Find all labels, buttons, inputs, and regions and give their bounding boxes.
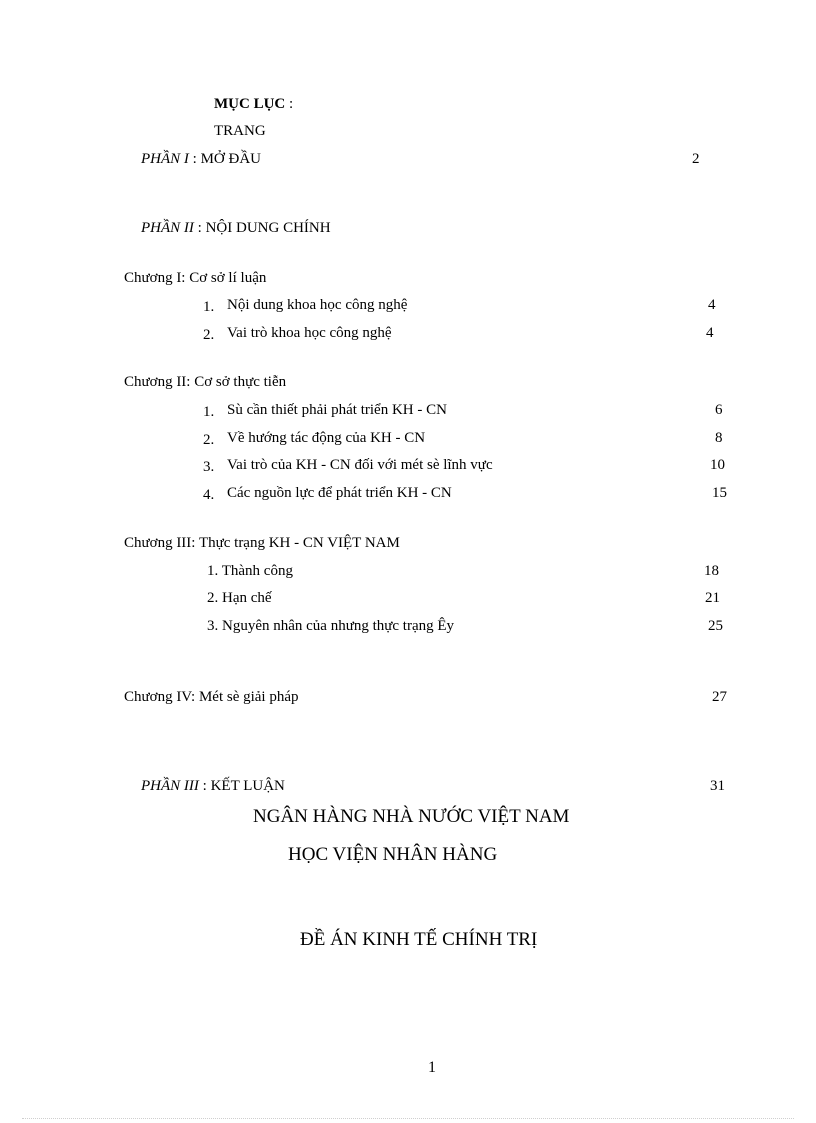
part-3-title: KẾT LUẬN [210,778,285,794]
chapter-2-title: Chương II: Cơ sở thực tiễn [124,374,287,390]
toc-part-1 [141,152,261,167]
part-1-page: 2 [692,151,700,167]
chapter-3-item-page: 25 [708,618,723,634]
chapter-1-item-num: 2. [203,327,215,343]
part-2-sep: : [193,220,206,236]
part-3-sep: : [198,778,211,794]
part-1-sep: : [188,151,201,167]
chapter-2-item-num: 3. [203,459,215,475]
part-1-title: MỞ ĐẦU [200,151,262,167]
chapter-1-item-text: Nội dung khoa học công nghệ [227,297,408,313]
toc-part-3 [141,779,285,794]
part-1-label: PHẦN I [141,151,189,167]
chapter-1-title: Chương I: Cơ sở lí luận [124,270,267,286]
toc-part-2 [141,221,331,236]
chapter-2-item-text: Sù cần thiết phải phát triển KH - CN [227,402,447,418]
chapter-3-item-text: 2. Hạn chế [207,590,272,606]
part-3-page: 31 [710,778,725,794]
chapter-1-item-page: 4 [706,325,714,341]
toc-heading-colon: : [285,96,294,112]
project-title: ĐỀ ÁN KINH TẾ CHÍNH TRỊ [300,929,538,950]
chapter-2-item-num: 1. [203,404,215,420]
page-number: 1 [428,1059,436,1076]
chapter-2-item-page: 15 [712,485,727,501]
cover-line-1: NGÂN HÀNG NHÀ NƯỚC VIỆT NAM [253,806,570,827]
chapter-2-item-num: 4. [203,487,215,503]
toc-heading [214,97,293,112]
part-2-label: PHẦN II [141,220,194,236]
chapter-3-title: Chương III: Thực trạng KH - CN VIỆT NAM [124,535,400,551]
cover-line-2: HỌC VIỆN NHÂN HÀNG [288,844,498,865]
chapter-2-item-text: Về hướng tác động của KH - CN [227,430,426,446]
chapter-2-item-num: 2. [203,432,215,448]
chapter-2-item-text: Vai trò của KH - CN đối với mét sè lĩnh vực [227,457,493,473]
page-separator [22,1118,794,1119]
chapter-3-item-text: 1. Thành công [207,563,293,579]
chapter-2-item-page: 10 [710,457,725,473]
chapter-2-item-page: 6 [715,402,723,418]
chapter-1-item-text: Vai trò khoa học công nghệ [227,325,392,341]
part-3-label: PHẦN III [141,778,199,794]
toc-trang-label: TRANG [214,123,266,139]
chapter-2-item-text: Các nguồn lực để phát triển KH - CN [227,485,452,501]
part-2-title: NỘI DUNG CHÍNH [205,220,331,236]
chapter-3-item-page: 18 [704,563,719,579]
chapter-4-page: 27 [712,689,727,705]
toc-heading-text: MỤC LỤC [214,96,286,112]
chapter-3-item-text: 3. Nguyên nhân của nhưng thực trạng Êy [207,618,455,634]
chapter-3-item-page: 21 [705,590,720,606]
chapter-4-title: Chương IV: Mét sè giải pháp [124,689,299,705]
chapter-1-item-num: 1. [203,299,215,315]
chapter-2-item-page: 8 [715,430,723,446]
chapter-1-item-page: 4 [708,297,716,313]
